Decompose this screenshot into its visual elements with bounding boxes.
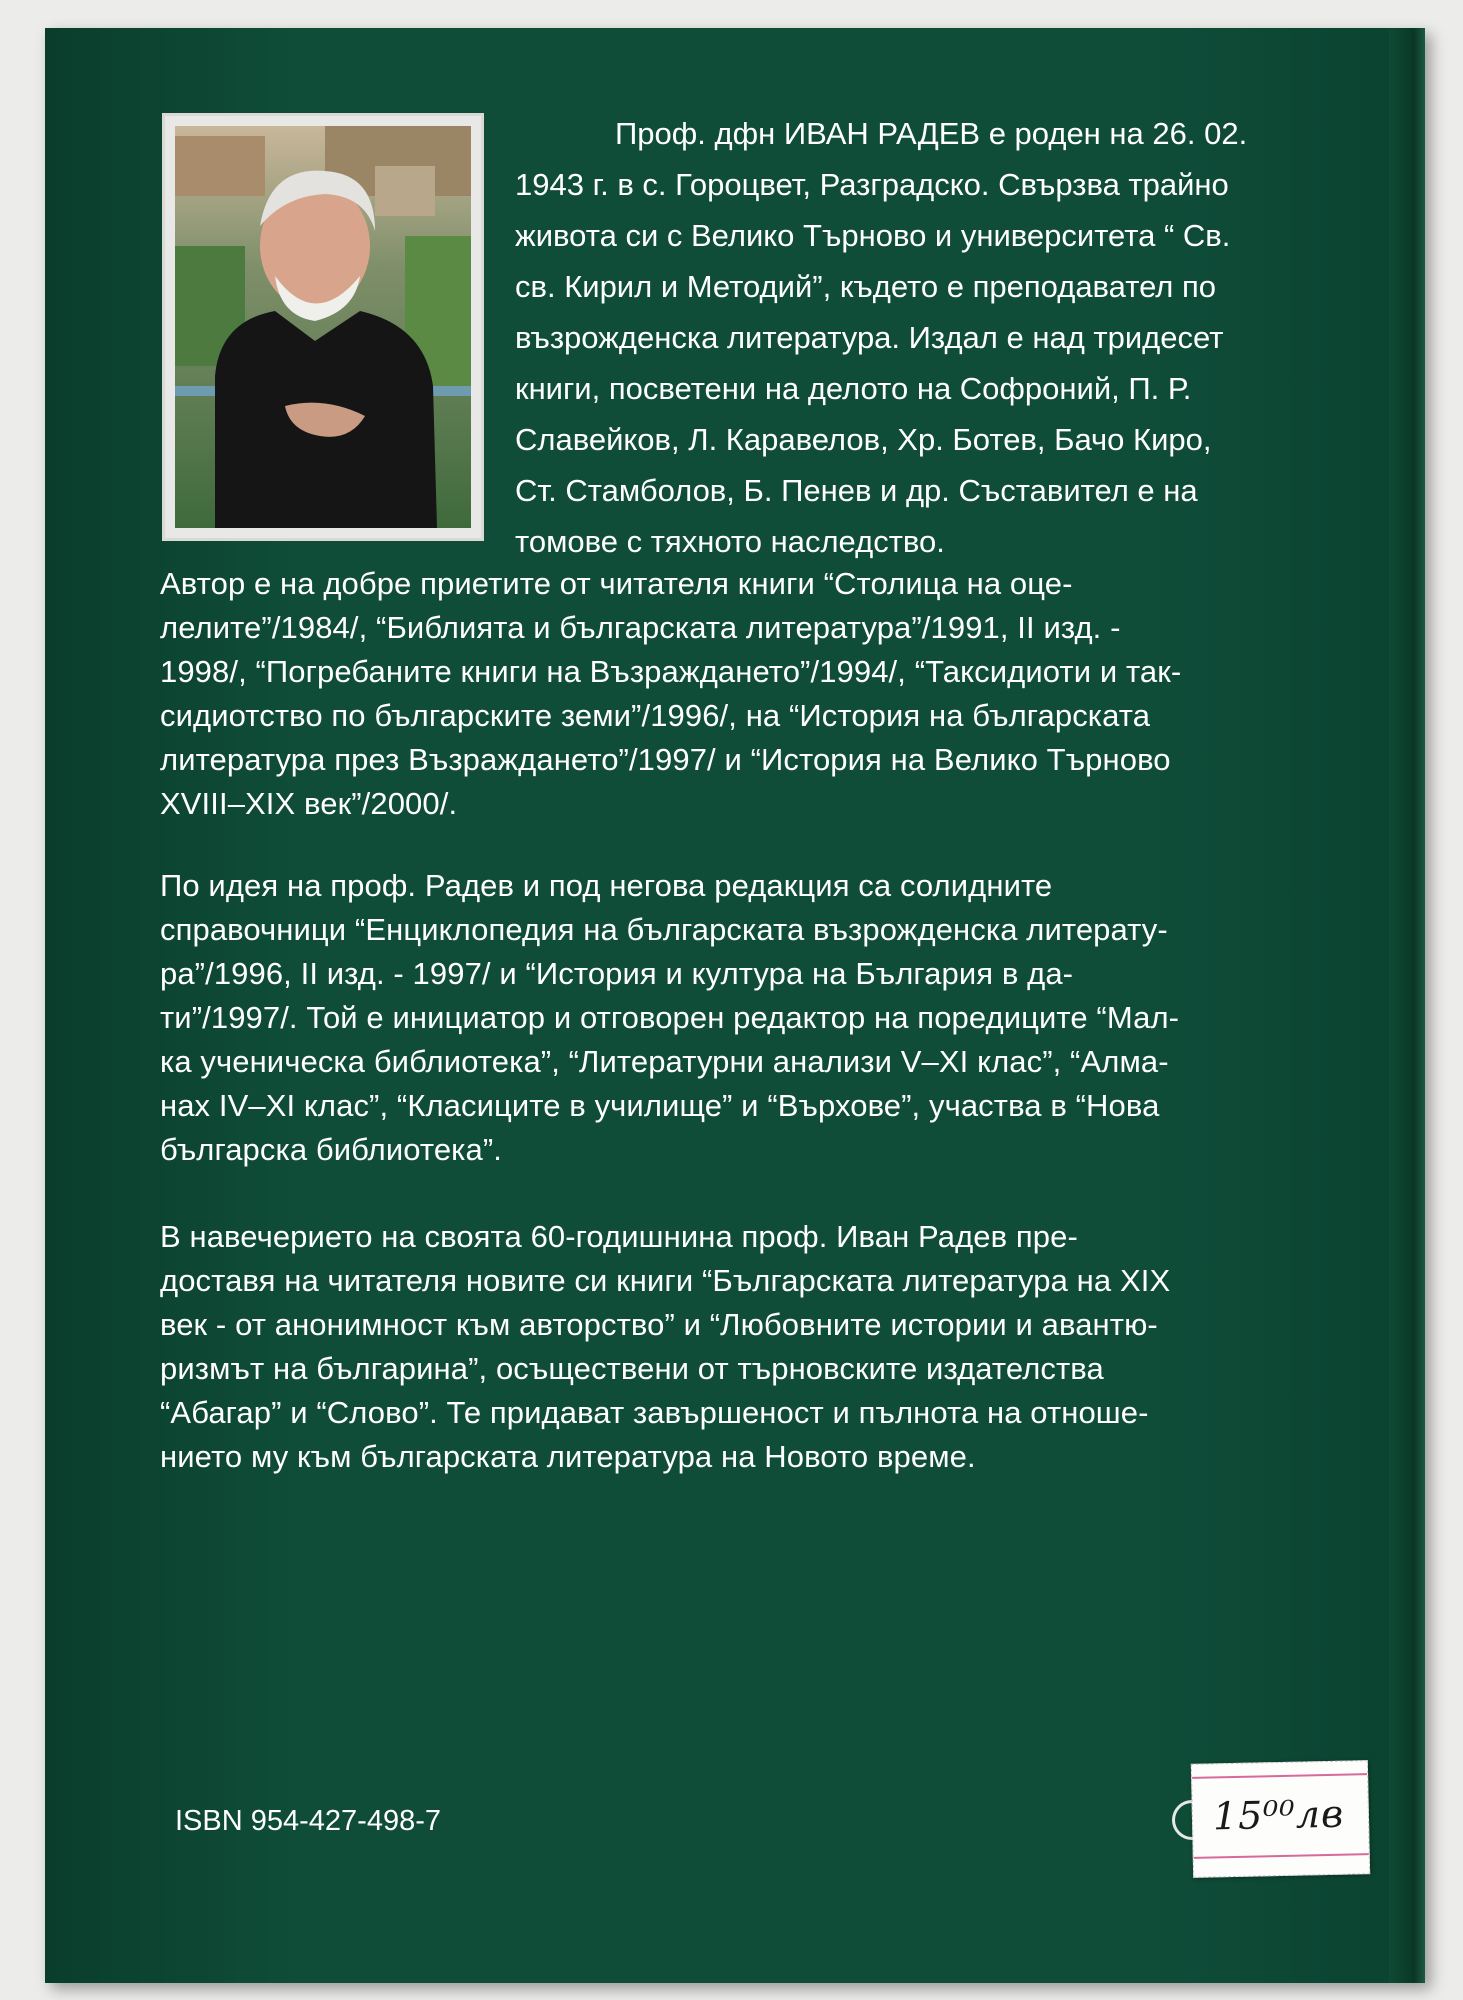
paragraph-editor-works (160, 864, 1360, 1172)
paragraph-anniversary (160, 1215, 1360, 1479)
author-portrait-image (175, 126, 471, 528)
sticker-rule (1192, 1773, 1367, 1779)
price-text: 15⁰⁰лв (1212, 1791, 1345, 1839)
price-sticker (1191, 1760, 1370, 1878)
anniversary-text: В навечерието на своята 60-годишнина проф. Иван Радев пре- доставя на читателя новите си книги “Българската литература на XIX век - от анонимност към авторство” и “Любовните истории и авантю- ризмът на българина”, осъществени от търновските издателства “Абагар” и “Слово”. Те придават завършеност и пълнота на отноше- нието му към българската литература на Новото време. (160, 1219, 1171, 1474)
paragraph-author-works (160, 562, 1360, 826)
editor-works-text: По идея на проф. Радев и под негова редакция са солидните справочници “Енциклопедия на българската възрожденска литерату- ра”/1996, II изд. - 1997/ и “История и култура на България в да- ти”/1997/. Той е инициатор и отговорен редактор на поредиците “Мал- ка ученическа библиотека”, “Литературни анализи V–XI клас”, “Алма- нах IV–XI клас”, “Класиците в училище” и “Върхове”, участва в “Нова българска библиотека”. (160, 868, 1180, 1167)
cover-edge (1389, 28, 1425, 1983)
author-works-text: Автор е на добре приетите от читателя книги “Столица на оце- лелите”/1984/, “Библията и българската литература”/1991, II изд. - 1998/, “Погребаните книги на Възраждането”/1994/, “Таксидиоти и так- сидиотство по българските земи”/1996/, на “История на българската литература през Възраждането”/1997/ и “История на Велико Търново XVIII–XIX век”/2000/. (160, 566, 1182, 821)
isbn-number: ISBN 954-427-498-7 (175, 1805, 441, 1837)
sticker-rule (1194, 1853, 1369, 1859)
bio-intro-text: Проф. дфн ИВАН РАДЕВ е роден на 26. 02. 1943 г. в с. Гороцвет, Разградско. Свързва трайно живота си с Велико Търново и университета “ Св. св. Кирил и Методий”, където е преподавател по възрожденска литература. Издал е над тридесет книги, посветени на делото на Софроний, П. Р. Славейков, Л. Каравелов, Хр. Ботев, Бачо Киро, Ст. Стамболов, Б. Пенев и др. Съставител е на томове с тяхното наследство. (515, 116, 1248, 559)
author-bio-intro (515, 108, 1365, 567)
author-photo (162, 113, 484, 541)
